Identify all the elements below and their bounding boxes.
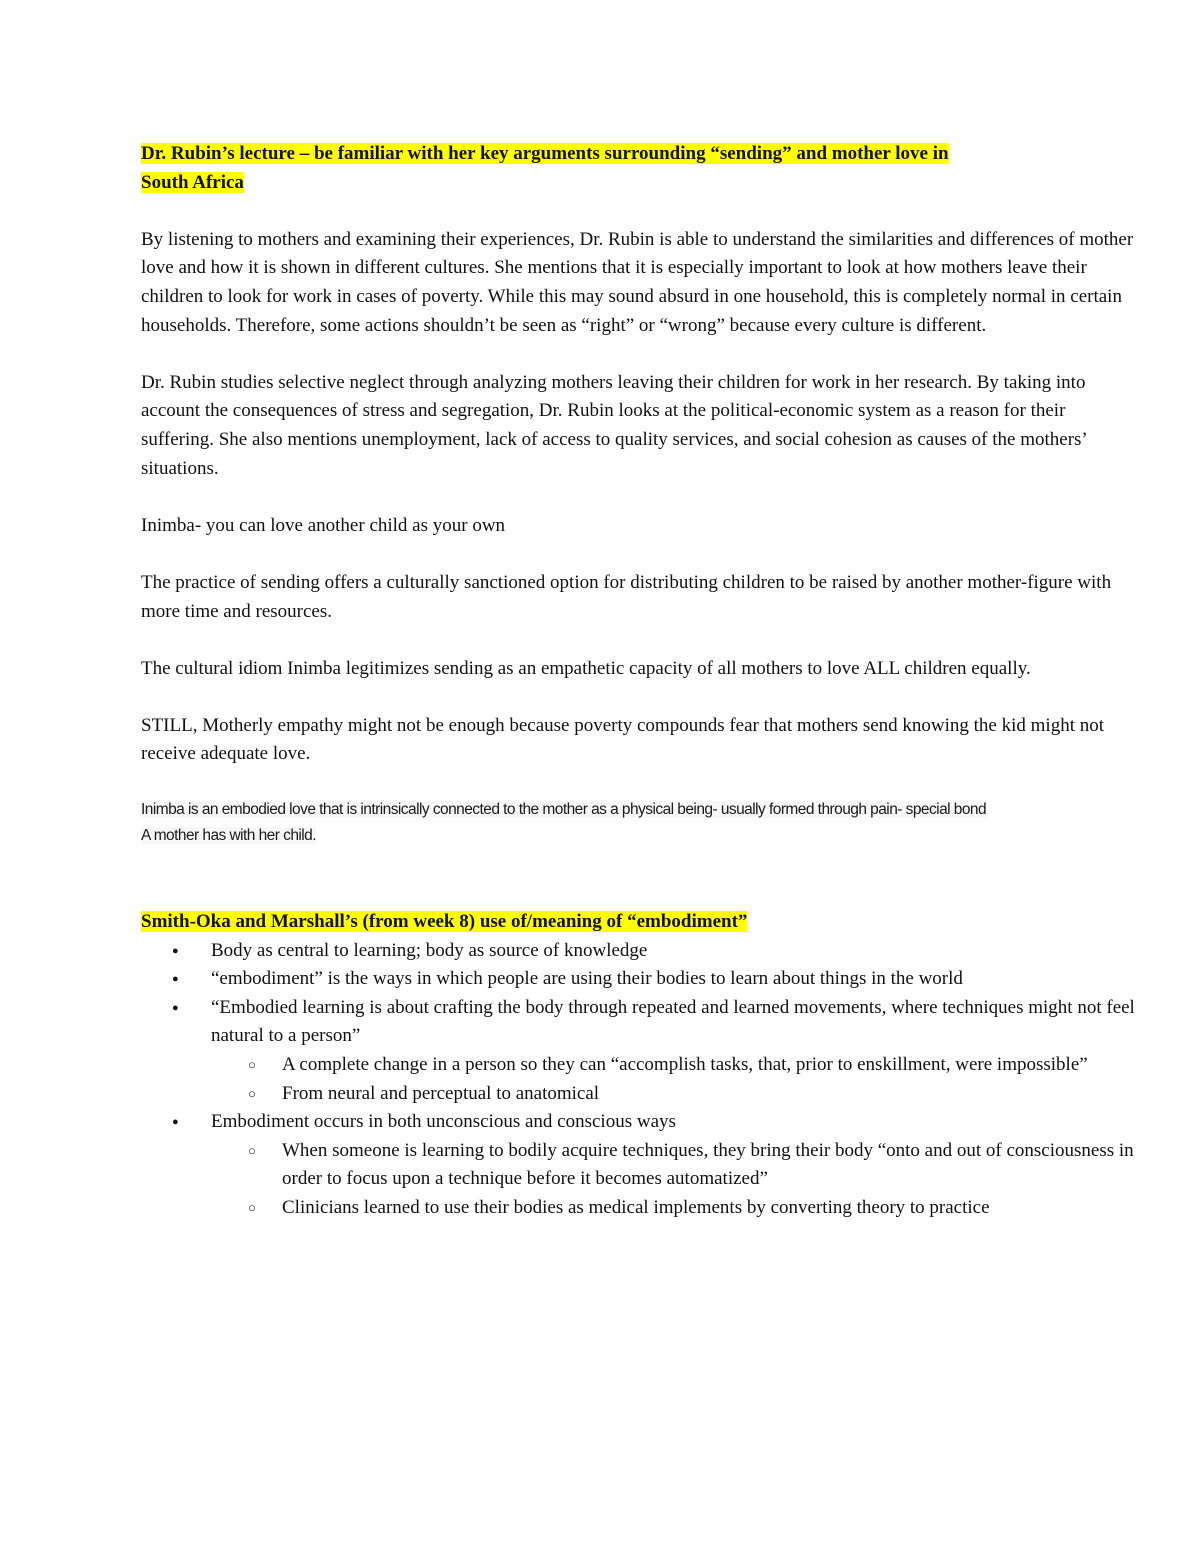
sub-list-item [141, 1194, 1141, 1223]
bullet-circle-icon: ○ [248, 1085, 256, 1101]
list-item [141, 965, 1141, 994]
paragraph: By listening to mothers and examining their experiences, Dr. Rubin is able to understand the similarities and differences of mother love and how it is shown in different cultures. She mentions that it is especially important to look at how mothers leave their children to look for work in cases of poverty. While this may sound absurd in one household, this is completely normal in certain households. Therefore, some actions shouldn’t be seen as “right” or “wrong” because every culture is different. [141, 228, 1134, 336]
sub-bullet-list [211, 1137, 1141, 1223]
sub-list-item-text: From neural and perceptual to anatomical [282, 1082, 600, 1104]
list-item-text: “embodiment” is the ways in which people are using their bodies to learn about things in the world [211, 968, 963, 990]
paragraph: The practice of sending offers a culturally sanctioned option for distributing children to be raised by another mother-figure with more time and resources. [141, 571, 1112, 622]
sub-list-item [141, 1137, 1141, 1194]
list-item [141, 994, 1141, 1108]
list-item [141, 1108, 1141, 1222]
heading-line-1: Dr. Rubin’s lecture – be familiar with her key arguments surrounding “sending” and mother love in [141, 143, 949, 164]
paragraph: The cultural idiom Inimba legitimizes sending as an empathetic capacity of all mothers to love ALL children equally. [141, 657, 1031, 679]
paragraph: Dr. Rubin studies selective neglect through analyzing mothers leaving their children for work in her research. By taking into account the consequences of stress and segregation, Dr. Rubin looks at the political-economic system as a reason for their suffering. She also mentions unemployment, lack of access to quality services, and social cohesion as causes of the mothers’ situations. [141, 371, 1087, 479]
document-page [141, 140, 1141, 1223]
heading-text: Smith-Oka and Marshall’s (from week 8) use of/meaning of “embodiment” [141, 911, 748, 933]
sub-list-item-text: A complete change in a person so they can “accomplish tasks, that, prior to enskillment, were impossible” [282, 1054, 1088, 1076]
bullet-dot-icon: ● [172, 1116, 179, 1129]
bullet-dot-icon: ● [172, 973, 179, 986]
list-item-text: Body as central to learning; body as source of knowledge [211, 939, 648, 961]
bullet-circle-icon: ○ [248, 1142, 256, 1158]
section-heading-rubin [141, 140, 1141, 197]
sub-list-item [141, 1080, 1141, 1109]
pasted-note [141, 797, 1141, 849]
sub-list-item-text: When someone is learning to bodily acquire techniques, they bring their body “onto and out of consciousness in order to focus upon a technique before it becomes automatized” [282, 1139, 1134, 1190]
bullet-circle-icon: ○ [248, 1200, 256, 1215]
bullet-list [141, 937, 1141, 1223]
sub-list-item [141, 1051, 1141, 1080]
pasted-note-line-1: Inimba is an embodied love that is intrinsically connected to the mother as a physical being- usually formed through pain- special bond [141, 801, 987, 819]
paragraph: STILL, Motherly empathy might not be enough because poverty compounds fear that mothers send knowing the kid might not receive adequate love. [141, 714, 1105, 765]
paragraph: Inimba- you can love another child as your own [141, 514, 506, 536]
sub-bullet-list [211, 1051, 1141, 1108]
bullet-dot-icon: ● [172, 1001, 179, 1014]
list-item-text: Embodiment occurs in both unconscious and conscious ways [211, 1111, 676, 1133]
list-item-text: “Embodied learning is about crafting the body through repeated and learned movements, where techniques might not feel natural to a person” [211, 996, 1135, 1047]
sub-list-item-text: Clinicians learned to use their bodies as medical implements by converting theory to practice [282, 1197, 990, 1218]
pasted-note-line-2: A mother has with her child. [141, 827, 316, 845]
section-heading-embodiment [141, 908, 1141, 937]
bullet-circle-icon: ○ [248, 1057, 256, 1073]
heading-line-2: South Africa [141, 171, 244, 193]
bullet-dot-icon: ● [172, 944, 179, 957]
list-item [141, 937, 1141, 966]
